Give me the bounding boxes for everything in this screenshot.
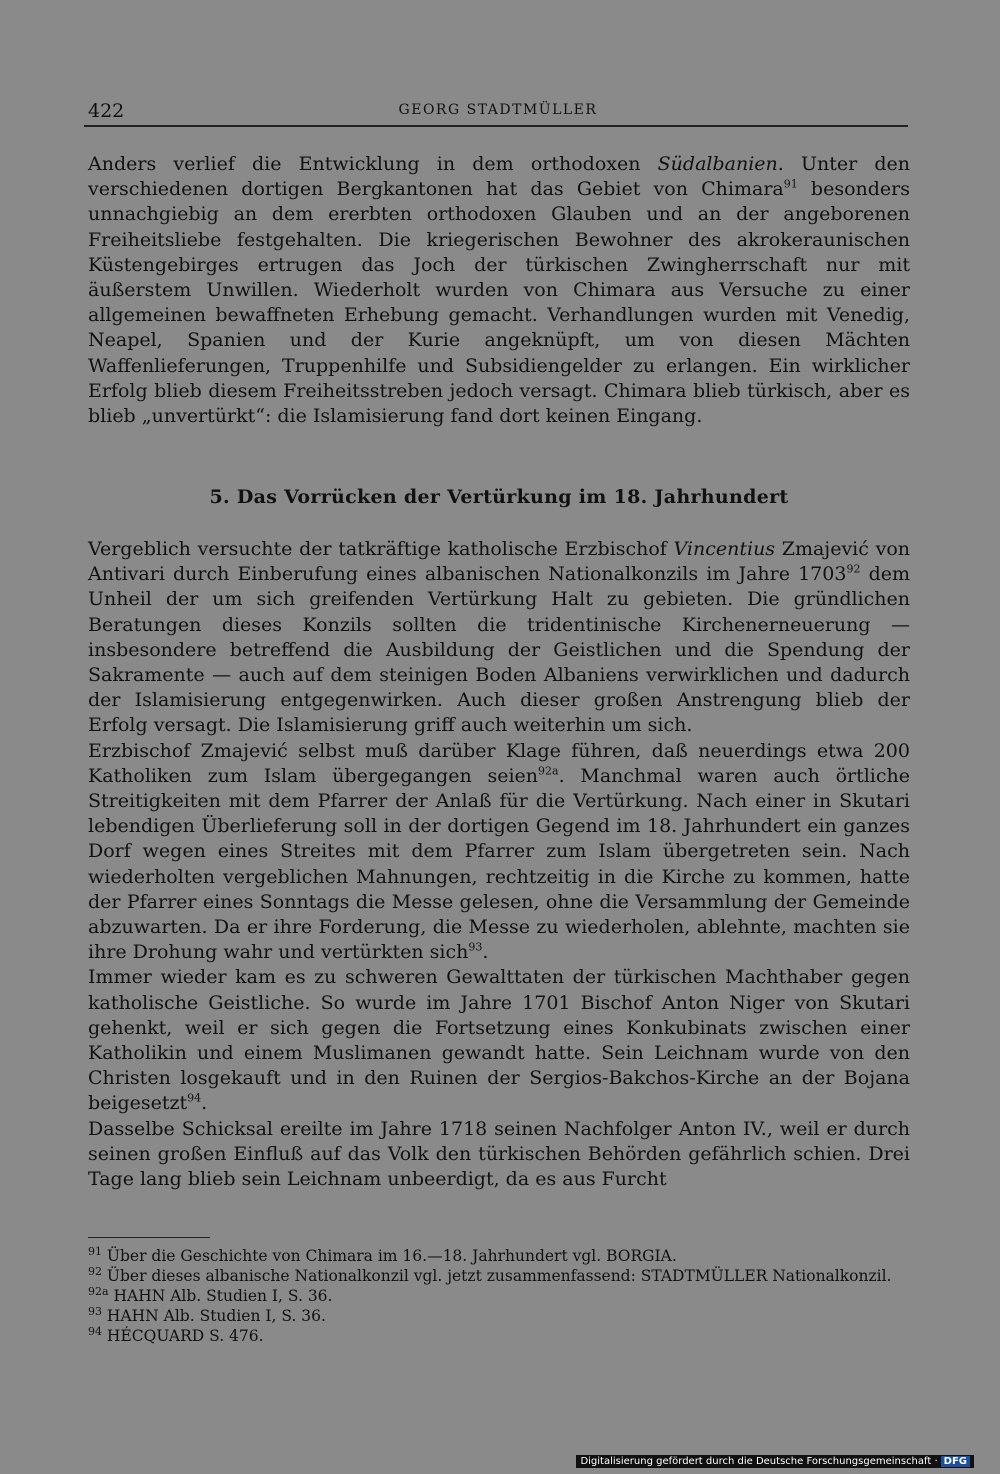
footnote-ref: 91: [783, 177, 798, 191]
page-header: [88, 100, 908, 124]
footnote-ref: 94: [187, 1092, 202, 1106]
italic-name: Vincentius: [673, 538, 776, 560]
body-text-top: [88, 152, 910, 429]
italic-term: Südalbanien: [657, 153, 778, 175]
header-rule: [84, 125, 908, 127]
footnotes: [88, 1246, 914, 1346]
body-text-main: [88, 537, 910, 1192]
dfg-logo-icon: DFG: [941, 1456, 970, 1467]
footnote-rule: [88, 1237, 210, 1238]
page-number: 422: [88, 100, 125, 122]
paragraph-3: Erzbischof Zmajević selbst muß darüber Klage führen, daß neuerdings etwa 200 Katholiken zum Islam übergegangen seien$^{92a}$. Manchmal waren auch örtliche Streitigkeiten mit dem Pfarrer der Anlaß für die Vertürkung. Nach einer in Skutari lebendigen Überlieferung soll in der dortigen Gegend im 18. Jahrhundert ein ganzes Dorf wegen eines Streites mit dem Pfarrer zum Islam übergetreten sein. Nach wiederholten vergeblichen Mahnungen, rechtzeitig in die Kirche zu kommen, hatte der Pfarrer eines Sonntags die Messe gelesen, ohne die Versammlung der Gemeinde abzuwarten. Da er ihre Forderung, die Messe zu wiederholen, ablehnte, machten sie ihre Drohung wahr und vertürkten sich$^{93}$.: [88, 739, 910, 964]
digitization-credit: Digitalisierung gefördert durch die Deutsche Forschungsgemeinschaft · DFG: [576, 1455, 974, 1468]
footnote-92: $^{92}$ Über dieses albanische Nationalkonzil vgl. jetzt zusammenfassend: STADTMÜLLER Nationalkonzil.: [88, 1264, 892, 1285]
running-title: GEORG STADTMÜLLER: [398, 102, 598, 118]
section-heading: 5. Das Vorrücken der Vertürkung im 18. Jahrhundert: [209, 486, 789, 508]
paragraph-1: Anders verlief die Entwicklung in dem orthodoxen Südalbanien. Unter den verschiedenen dortigen Bergkantonen hat das Gebiet von Chimara$^{91}$ besonders unnachgiebig an dem ererbten orthodoxen Glauben und an der angeborenen Freiheitsliebe festgehalten. Die kriegerischen Bewohner des akrokeraunischen Küstengebirges ertrugen das Joch der türkischen Zwingherrschaft nur mit äußerstem Unwillen. Wiederholt wurden von Chimara aus Versuche zu einer allgemeinen bewaffneten Erhebung gemacht. Verhandlungen wurden mit Venedig, Neapel, Spanien und der Kurie angeknüpft, um von diesen Mächten Waffenlieferungen, Truppenhilfe und Subsidiengelder zu erlangen. Ein wirklicher Erfolg blieb diesem Freiheitsstreben jedoch versagt. Chimara blieb türkisch, aber es blieb „unvertürkt“: die Islamisierung fand dort keinen Eingang.: [88, 153, 910, 428]
footnote-91: $^{91}$ Über die Geschichte von Chimara im 16.—18. Jahrhundert vgl. BORGIA.: [88, 1244, 677, 1265]
paragraph-5: Dasselbe Schicksal ereilte im Jahre 1718 seinen Nachfolger Anton IV., weil er durch seinen großen Einfluß auf das Volk den türkischen Behörden gefährlich schien. Drei Tage lang blieb sein Leichnam unbeerdigt, da es aus Furcht: [88, 1117, 910, 1191]
footnote-92a: $^{92a}$ HAHN Alb. Studien I, S. 36.: [88, 1284, 333, 1305]
paragraph-2: Vergeblich versuchte der tatkräftige katholische Erzbischof Vincentius Zmajević von Antivari durch Einberufung eines albanischen Nationalkonzils im Jahre 1703$^{92}$ dem Unheil der um sich greifenden Vertürkung Halt zu gebieten. Die gründlichen Beratungen dieses Konzils sollten die tridentinische Kirchenerneuerung — insbesondere betreffend die Ausbildung der Geistlichen und die Spendung der Sakramente — auch auf dem steinigen Boden Albaniens verwirklichen und dadurch der Islamisierung entgegenwirken. Auch dieser großen Anstrengung blieb der Erfolg versagt. Die Islamisierung griff auch weiterhin um sich.: [88, 538, 910, 737]
footnote-ref: 92a: [538, 764, 559, 778]
footnote-94: $^{94}$ HÉCQUARD S. 476.: [88, 1324, 264, 1345]
paragraph-4: Immer wieder kam es zu schweren Gewalttaten der türkischen Machthaber gegen katholische Geistliche. So wurde im Jahre 1701 Bischof Anton Niger von Skutari gehenkt, weil er sich gegen die Fortsetzung eines Konkubinats zwischen einer Katholikin und einem Muslimanen gewandt hatte. Sein Leichnam wurde von den Christen losgekauft und in den Ruinen der Sergios-Bakchos-Kirche an der Bojana beigesetzt$^{94}$.: [88, 966, 910, 1115]
footnote-ref: 92: [846, 562, 861, 576]
footnote-93: $^{93}$ HAHN Alb. Studien I, S. 36.: [88, 1304, 326, 1325]
footnote-ref: 93: [468, 940, 483, 954]
